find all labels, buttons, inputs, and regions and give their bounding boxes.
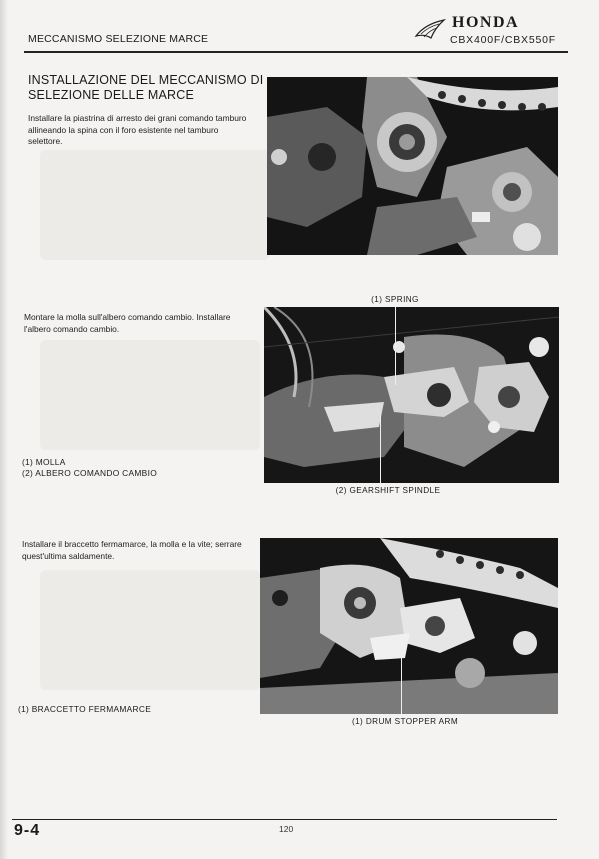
photo-drum-stopper-arm — [260, 538, 558, 714]
brand-logo-text: HONDA — [452, 14, 520, 31]
section-2-text: Montare la molla sull'albero comando cambio. Installare l'albero comando cambio. — [24, 312, 231, 334]
footer-section-number: 9-4 — [14, 822, 41, 839]
section-1-title: INSTALLAZIONE DEL MECCANISMO DI SELEZIONE DELLE MARCE — [28, 73, 264, 102]
photo-drum-stopper-plate — [267, 77, 558, 255]
bleed-through-3 — [40, 570, 260, 690]
honda-wing-logo-icon — [413, 16, 447, 44]
header-section-title: MECCANISMO SELEZIONE MARCE — [28, 33, 209, 45]
page-edge — [0, 0, 8, 859]
model-name: CBX400F/CBX550F — [450, 34, 556, 46]
callout-leader-drum-stopper-arm — [401, 648, 402, 714]
photo-gearshift-spindle — [264, 307, 559, 483]
section-3-callout-1: (1) BRACCETTO FERMAMARCE — [18, 704, 152, 714]
bleed-through-1 — [40, 150, 270, 260]
footer-rule — [12, 819, 557, 820]
callout-leader-gearshift-spindle — [380, 415, 381, 483]
section-2-callout-1: (1) MOLLA — [22, 457, 66, 467]
photo-2-caption-spring: (1) SPRING — [371, 295, 419, 304]
bleed-through-2 — [40, 340, 260, 450]
header-rule — [24, 51, 568, 53]
section-3-text: Installare il braccetto fermamarce, la molla e la vite; serrare quest'ultima saldamente. — [22, 539, 242, 561]
photo-3-caption-drum-stopper-arm: (1) DRUM STOPPER ARM — [351, 717, 459, 726]
callout-leader-spring — [395, 307, 396, 385]
section-2-callout-2: (2) ALBERO COMANDO CAMBIO — [22, 468, 158, 478]
photo-2-caption-gearshift-spindle: (2) GEARSHIFT SPINDLE — [335, 486, 441, 495]
footer-page-number: 120 — [279, 824, 294, 834]
section-1-text: Installare la piastrina di arresto dei grani comando tamburo allineando la spina con il foro esistente nel tamburo selettore. — [28, 113, 247, 146]
